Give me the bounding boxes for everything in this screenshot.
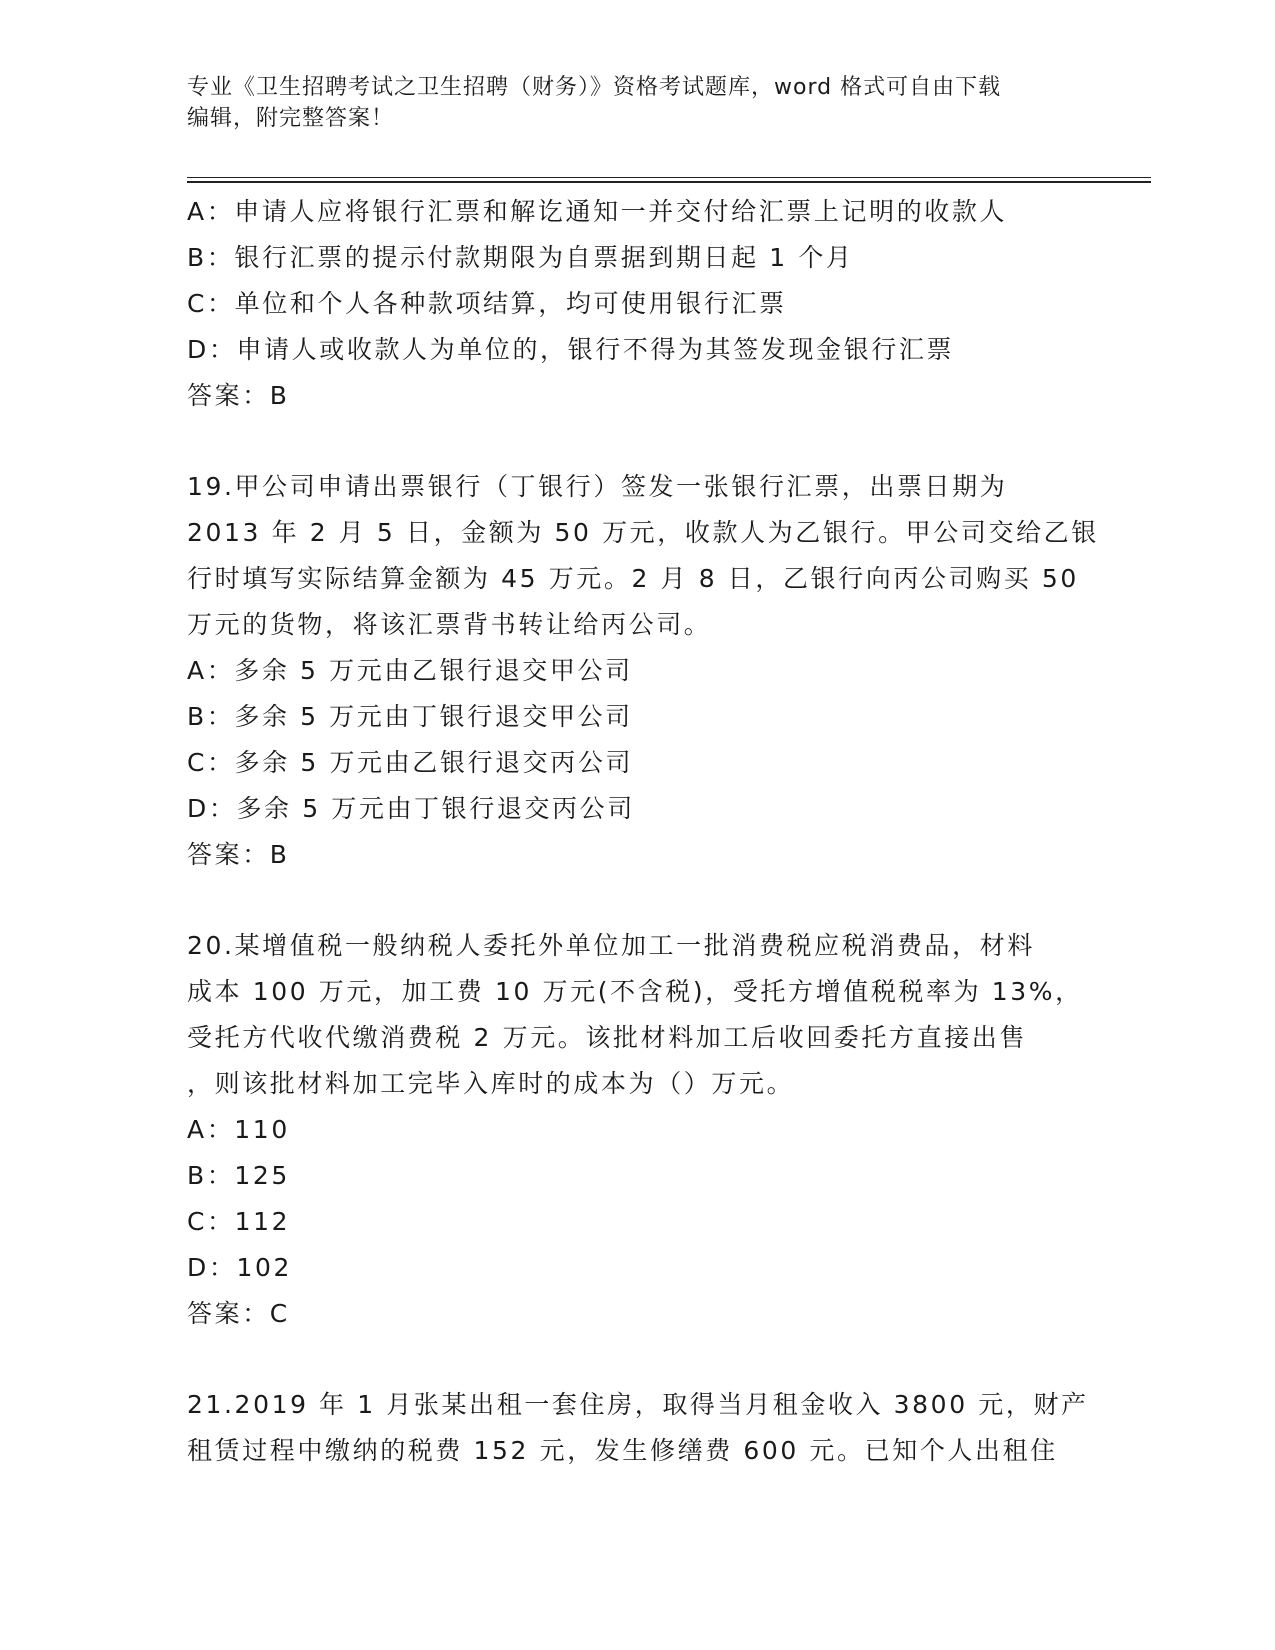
- header-line-2: 编辑，附完整答案！: [187, 106, 395, 131]
- header-divider-thin: [187, 177, 1151, 178]
- question-text-line: 受托方代收代缴消费税 2 万元。该批材料加工后收回委托方直接出售: [187, 1023, 1028, 1052]
- option-d: D：多余 5 万元由丁银行退交丙公司: [187, 794, 635, 823]
- answer-line: 答案：B: [187, 381, 290, 410]
- question-content: [187, 189, 1099, 1474]
- option-b: B：银行汇票的提示付款期限为自票据到期日起 1 个月: [187, 243, 854, 272]
- option-b: B：多余 5 万元由丁银行退交甲公司: [187, 702, 633, 731]
- answer-line: 答案：C: [187, 1299, 290, 1328]
- document-header: [187, 72, 1087, 134]
- option-d: D：申请人或收款人为单位的，银行不得为其签发现金银行汇票: [187, 335, 955, 364]
- question-block-20: [187, 923, 1087, 1337]
- question-text-line: 万元的货物，将该汇票背书转让给丙公司。: [187, 610, 712, 639]
- option-a: A：110: [187, 1115, 290, 1144]
- question-text-line: 行时填写实际结算金额为 45 万元。2 月 8 日，乙银行向丙公司购买 50: [187, 564, 1079, 593]
- question-text-line: 20.某增值税一般纳税人委托外单位加工一批消费税应税消费品，材料: [187, 931, 1035, 960]
- option-a: A：申请人应将银行汇票和解讫通知一并交付给汇票上记明的收款人: [187, 197, 1008, 226]
- option-b: B：125: [187, 1161, 290, 1190]
- question-block-19: [187, 464, 1099, 878]
- option-c: C：112: [187, 1207, 291, 1236]
- header-line-1: 专业《卫生招聘考试之卫生招聘（财务）》资格考试题库，word 格式可自由下载: [187, 75, 1002, 100]
- question-text-line: 19.甲公司申请出票银行（丁银行）签发一张银行汇票，出票日期为: [187, 472, 1008, 501]
- question-text-line: 2013 年 2 月 5 日，金额为 50 万元，收款人为乙银行。甲公司交给乙银: [187, 518, 1099, 547]
- option-c: C：多余 5 万元由乙银行退交丙公司: [187, 748, 634, 777]
- header-divider-thick: [187, 181, 1151, 183]
- option-a: A：多余 5 万元由乙银行退交甲公司: [187, 656, 633, 685]
- question-block-18: [187, 189, 1087, 419]
- option-c: C：单位和个人各种款项结算，均可使用银行汇票: [187, 289, 787, 318]
- option-d: D：102: [187, 1253, 292, 1282]
- question-text-line: ，则该批材料加工完毕入库时的成本为（）万元。: [187, 1069, 795, 1098]
- question-block-21: [187, 1382, 1087, 1474]
- question-text-line: 租赁过程中缴纳的税费 152 元，发生修缮费 600 元。已知个人出租住: [187, 1436, 1058, 1465]
- question-text-line: 成本 100 万元，加工费 10 万元(不含税)，受托方增值税税率为 13%，: [187, 977, 1083, 1006]
- answer-line: 答案：B: [187, 840, 290, 869]
- question-text-line: 21.2019 年 1 月张某出租一套住房，取得当月租金收入 3800 元，财产: [187, 1390, 1089, 1419]
